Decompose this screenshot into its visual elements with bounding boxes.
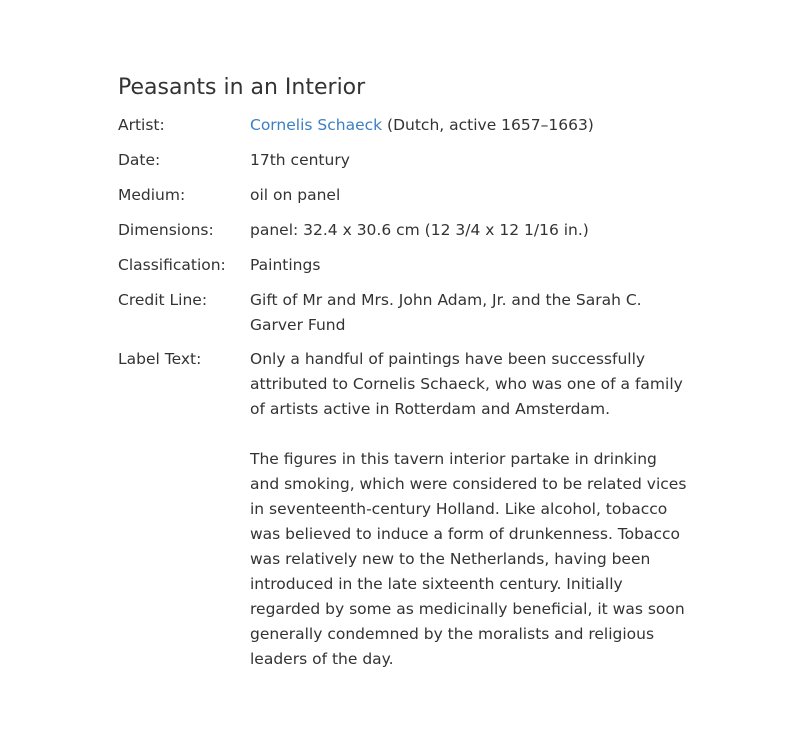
label-text-paragraph: Only a handful of paintings have been successfully attributed to Cornelis Schaeck, who was one of a family of artists active in Rotterdam and Amsterdam.	[250, 350, 683, 418]
medium-label: Medium:	[118, 186, 186, 204]
artist-link[interactable]: Cornelis Schaeck	[250, 116, 383, 134]
artist-label: Artist:	[118, 116, 165, 134]
label-text-value	[250, 347, 690, 672]
classification-value: Paintings	[250, 256, 321, 274]
label-text-paragraph: The figures in this tavern interior partake in drinking and smoking, which were considered to be related vices in seventeenth-century Holland. Like alcohol, tobacco was believed to induce a form of drunkenness. Tobacco was relatively new to the Netherlands, having been introduced in the late sixteenth century. Initially regarded by some as medicinally beneficial, it was soon generally condemned by the moralists and religious leaders of the day.	[250, 450, 687, 668]
artwork-title: Peasants in an Interior	[118, 75, 366, 100]
credit-line-value: Gift of Mr and Mrs. John Adam, Jr. and the Sarah C. Garver Fund	[250, 291, 642, 334]
artist-value	[250, 113, 690, 138]
medium-value: oil on panel	[250, 186, 341, 204]
label-text-label: Label Text:	[118, 350, 202, 368]
classification-label: Classification:	[118, 256, 226, 274]
dimensions-label: Dimensions:	[118, 221, 214, 239]
date-value: 17th century	[250, 151, 350, 169]
artist-nationality: (Dutch, active 1657–1663)	[382, 116, 594, 134]
credit-line-label: Credit Line:	[118, 291, 208, 309]
date-label: Date:	[118, 151, 161, 169]
dimensions-value: panel: 32.4 x 30.6 cm (12 3/4 x 12 1/16 in.)	[250, 221, 589, 239]
